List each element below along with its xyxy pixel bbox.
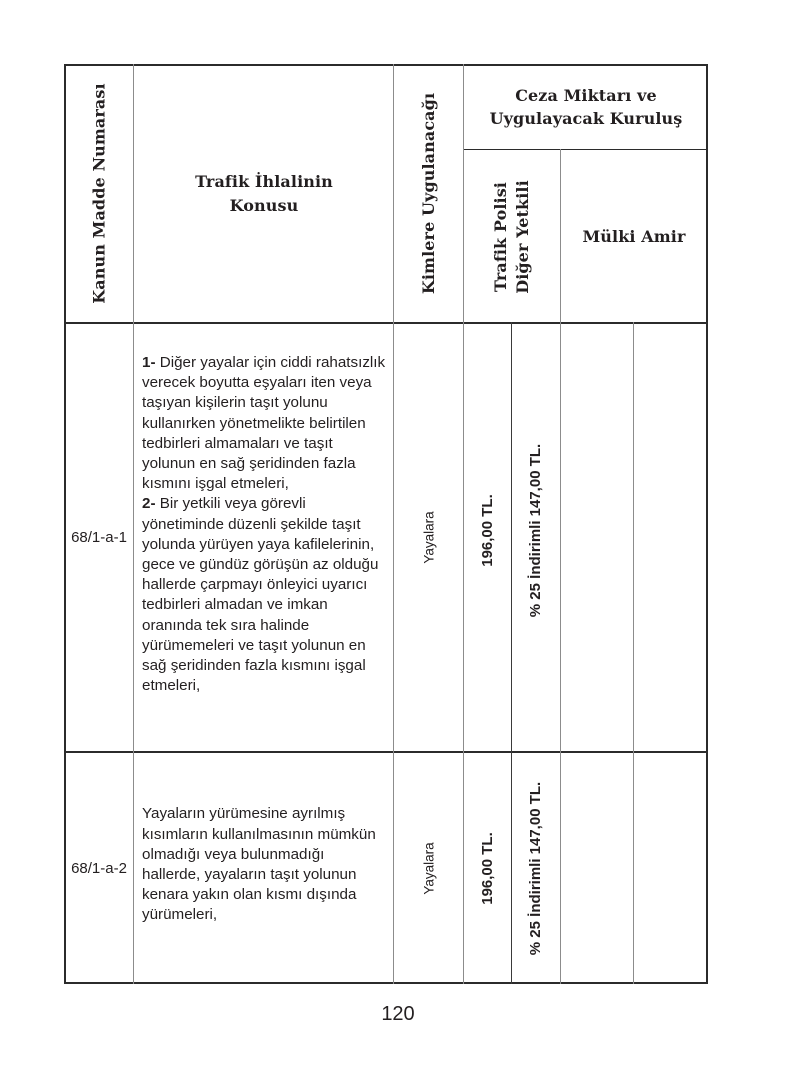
row2-konu	[134, 752, 394, 984]
header-trafik-polisi-label	[490, 180, 534, 294]
row2-ceza-value: 196,00 TL.	[479, 831, 497, 905]
page-number: 120	[381, 1003, 415, 1025]
row1-madde	[64, 323, 134, 752]
row2-mulki-amir-1	[560, 752, 633, 984]
row1-kimlere-value: Yayalara	[421, 511, 437, 564]
row1-kimlere	[394, 323, 464, 752]
row2-kimlere-value: Yayalara	[421, 841, 437, 895]
header-konu-line1: Trafik İhlalinin	[195, 172, 333, 191]
row1-konu-text	[134, 353, 394, 696]
row1-konu-item2-text: Bir yetkili veya görevli yönetiminde düzenli şekilde taşıt yolunda yürüyen yaya kafilelerinin, gece ve gündüz görüşün az olduğu hallerde çarpmayı önleyici uyarıcı tedbirleri almadan ve imkan oranında tek sıra halinde yürümemeleri ve taşıt yolunun en sağ şeridinden fazla kısmını işgal etmeleri,	[142, 495, 379, 695]
header-ceza	[464, 64, 708, 150]
row2-indirimli	[511, 752, 560, 984]
row1-madde-value: 68/1-a-1	[71, 529, 127, 546]
header-kanun-madde-label: Kanun Madde Numarası	[89, 83, 109, 304]
header-trafik-polisi	[464, 150, 560, 323]
header-mulki-amir	[560, 150, 708, 323]
row1-mulki-amir-2	[633, 323, 708, 752]
header-mulki-amir-label: Mülki Amir	[582, 227, 686, 246]
header-ceza-line2: Uygulayacak Kuruluş	[489, 109, 683, 128]
row1-indirimli	[511, 323, 560, 752]
row1-mulki-amir-1	[560, 323, 633, 752]
row2-konu-text: Yayaların yürümesine ayrılmış kısımların kullanılmasının mümkün olmadığı veya bulunmadığı hallerde, yayaların taşıt yolunun kenara yakın olan kısmı dışında yürümeleri,	[142, 805, 376, 924]
header-trafik-polisi-line1: Trafik Polisi	[491, 181, 511, 292]
row1-indirimli-value: % 25 İndirimli 147,00 TL.	[527, 443, 544, 618]
header-ceza-line1: Ceza Miktarı ve	[515, 86, 657, 105]
row1-konu-item1-number: 1-	[142, 354, 156, 371]
row2-mulki-amir-2	[633, 752, 708, 984]
row1-konu-item1-text: Diğer yayalar için ciddi rahatsızlık verecek boyutta eşyaları iten veya taşıyan kişilerin taşıt yolunu kullanırken yönetmelikte belirtilen tedbirleri almamaları ve taşıt yolunun en sağ şeridinden fazla kısmını işgal etmeleri,	[142, 354, 386, 493]
header-trafik-polisi-line2: Diğer Yetkili	[513, 179, 533, 294]
row1-konu	[134, 323, 394, 752]
row2-indirimli-value: % 25 İndirimli 147,00 TL.	[527, 781, 544, 955]
row1-ceza	[464, 323, 511, 752]
header-kimlere-label: Kimlere Uygulanacağı	[419, 92, 439, 295]
row1-konu-item2-number: 2-	[142, 495, 156, 513]
row2-madde	[64, 752, 134, 984]
header-kimlere	[394, 64, 464, 323]
row2-kimlere	[394, 752, 464, 984]
row2-ceza	[464, 752, 511, 984]
row2-madde-value: 68/1-a-2	[71, 859, 127, 877]
row1-ceza-value: 196,00 TL.	[479, 494, 497, 567]
header-konu-line2: Konusu	[229, 196, 299, 215]
header-kanun-madde	[64, 64, 134, 323]
header-konu	[134, 64, 394, 323]
